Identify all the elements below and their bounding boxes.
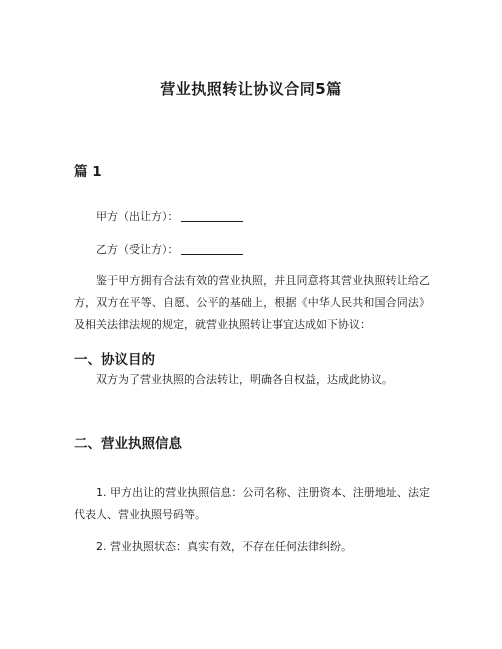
- party-a-label: 甲方（出让方）：: [96, 210, 179, 223]
- document-title: 营业执照转让协议合同5篇: [160, 80, 342, 98]
- party-b-label: 乙方（受让方）：: [96, 243, 179, 256]
- section-heading-purpose: 一、协议目的: [74, 352, 155, 368]
- preamble-paragraph: 鉴于甲方拥有合法有效的营业执照，并且同意将其营业执照转让给乙方，双方在平等、自愿、公平的基础上，根据《中华人民共和国合同法》及相关法律法规的规定，就营业执照转让事宜达成如下协议：: [74, 274, 430, 331]
- purpose-paragraph: 双方为了营业执照的合法转让，明确各自权益，达成此协议。: [96, 373, 393, 386]
- part-heading: 篇 1: [74, 164, 102, 180]
- party-b-line: [74, 239, 430, 261]
- party-a-blank: [181, 220, 243, 222]
- license-info-paragraph-1: 1. 甲方出让的营业执照信息：公司名称、注册资本、注册地址、法定代表人、营业执照号码等。: [74, 486, 430, 521]
- party-a-line: [74, 206, 430, 228]
- section-heading-license-info: 二、营业执照信息: [74, 436, 182, 452]
- license-info-paragraph-2: 2. 营业执照状态：真实有效，不存在任何法律纠纷。: [96, 540, 352, 553]
- party-b-blank: [181, 253, 243, 255]
